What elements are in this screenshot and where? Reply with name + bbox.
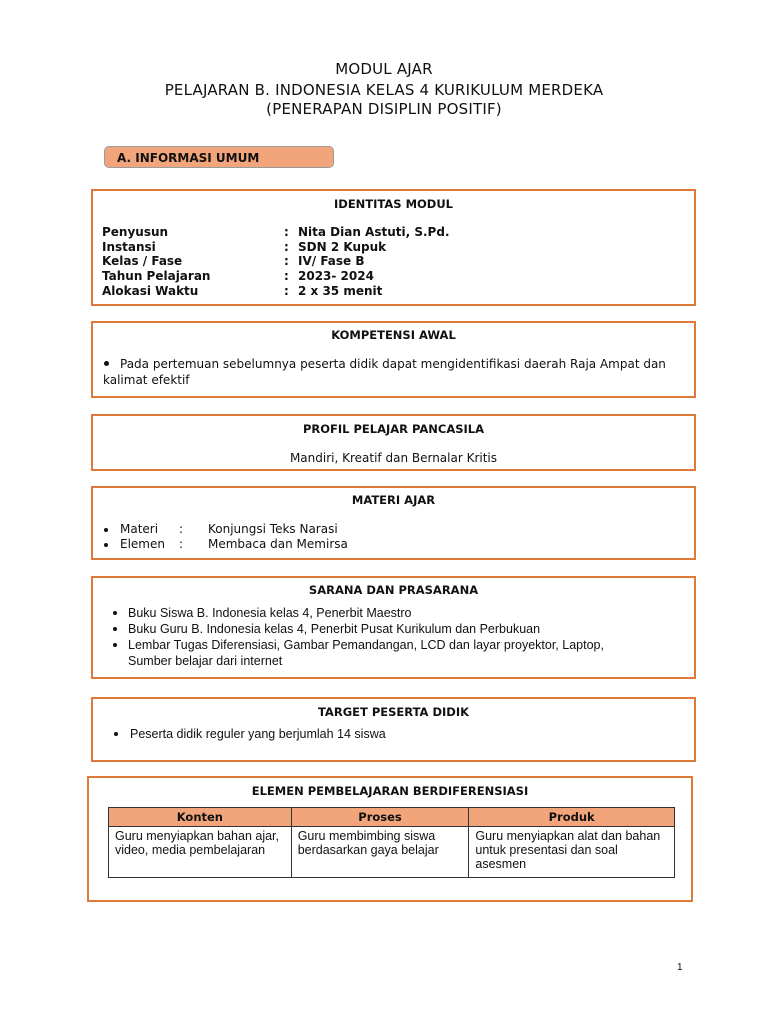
identitas-row: Tahun Pelajaran : 2023- 2024 [102, 269, 374, 283]
materi-value: Membaca dan Memirsa [208, 537, 348, 551]
doc-subtitle: PELAJARAN B. INDONESIA KELAS 4 KURIKULUM MERDEKA [164, 81, 604, 99]
identitas-key: Kelas / Fase [102, 254, 183, 268]
identitas-value: IV/ Fase B [298, 254, 365, 268]
bullet-icon [104, 543, 108, 547]
doc-title: MODUL AJAR [335, 60, 433, 78]
bullet-icon [113, 611, 117, 615]
elemen-pembelajaran-box [87, 776, 693, 902]
identitas-key: Tahun Pelajaran [102, 269, 211, 283]
table-cell-proses: Guru membimbing siswa berdasarkan gaya belajar [291, 827, 469, 878]
kompetensi-title: KOMPETENSI AWAL [331, 328, 456, 342]
identitas-modul-box [91, 189, 696, 306]
profil-title: PROFIL PELAJAR PANCASILA [302, 422, 485, 436]
table-header-konten: Konten [109, 808, 292, 827]
identitas-row: Instansi : SDN 2 Kupuk [102, 240, 387, 254]
identitas-value: Nita Dian Astuti, S.Pd. [298, 225, 450, 239]
identitas-title: IDENTITAS MODUL [334, 197, 453, 211]
target-item: Peserta didik reguler yang berjumlah 14 siswa [130, 727, 386, 741]
profil-pancasila-box [91, 414, 696, 471]
identitas-value: 2023- 2024 [298, 269, 374, 283]
materi-key: Elemen [120, 537, 165, 551]
table-cell-produk: Guru menyiapkan alat dan bahan untuk presentasi dan soal asesmen [469, 827, 675, 878]
kompetensi-item-line2: kalimat efektif [103, 373, 190, 387]
section-a-label: A. INFORMASI UMUM [104, 146, 334, 168]
page-number: 1 [677, 962, 683, 973]
elemen-title: ELEMEN PEMBELAJARAN BERDIFERENSIASI [251, 784, 529, 798]
bullet-icon [104, 361, 109, 366]
sarana-item: Lembar Tugas Diferensiasi, Gambar Pemandangan, LCD dan layar proyektor, Laptop, [128, 638, 604, 652]
identitas-value: SDN 2 Kupuk [298, 240, 387, 254]
diferensiasi-table [108, 807, 675, 878]
identitas-key: Instansi [102, 240, 156, 254]
sarana-prasarana-box [91, 576, 696, 679]
bullet-icon [113, 643, 117, 647]
bullet-icon [104, 528, 108, 532]
table-header-row [109, 808, 675, 827]
bullet-icon [114, 732, 118, 736]
identitas-row: Alokasi Waktu : 2 x 35 menit [102, 284, 383, 298]
identitas-key: Alokasi Waktu [102, 284, 199, 298]
sarana-item: Buku Siswa B. Indonesia kelas 4, Penerbit Maestro [128, 606, 412, 620]
target-title: TARGET PESERTA DIDIK [317, 705, 470, 719]
profil-text: Mandiri, Kreatif dan Bernalar Kritis [289, 451, 498, 465]
identitas-row: Kelas / Fase : IV/ Fase B [102, 254, 365, 268]
materi-title: MATERI AJAR [351, 493, 436, 507]
table-row [109, 827, 675, 878]
identitas-row: Penyusun : Nita Dian Astuti, S.Pd. [102, 225, 450, 239]
identitas-key: Penyusun [102, 225, 169, 239]
table-header-produk: Produk [469, 808, 675, 827]
target-peserta-box [91, 697, 696, 762]
identitas-value: 2 x 35 menit [298, 284, 383, 298]
bullet-icon [113, 627, 117, 631]
table-header-proses: Proses [291, 808, 469, 827]
sarana-item: Buku Guru B. Indonesia kelas 4, Penerbit Pusat Kurikulum dan Perbukuan [128, 622, 541, 636]
kompetensi-item-line1: Pada pertemuan sebelumnya peserta didik dapat mengidentifikasi daerah Raja Ampat dan [120, 357, 666, 371]
table-cell-konten: Guru menyiapkan bahan ajar, video, media pembelajaran [109, 827, 292, 878]
sarana-title: SARANA DAN PRASARANA [308, 583, 479, 597]
materi-value: Konjungsi Teks Narasi [208, 522, 338, 536]
materi-ajar-box: MATERI AJAR Materi : Konjungsi Teks Narasi Elemen : Membaca dan Memirsa [91, 486, 696, 560]
materi-key: Materi [120, 522, 159, 536]
kompetensi-awal-box [91, 321, 696, 398]
doc-subtitle-2: (PENERAPAN DISIPLIN POSITIF) [266, 100, 502, 118]
sarana-item-continued: Sumber belajar dari internet [128, 654, 283, 668]
